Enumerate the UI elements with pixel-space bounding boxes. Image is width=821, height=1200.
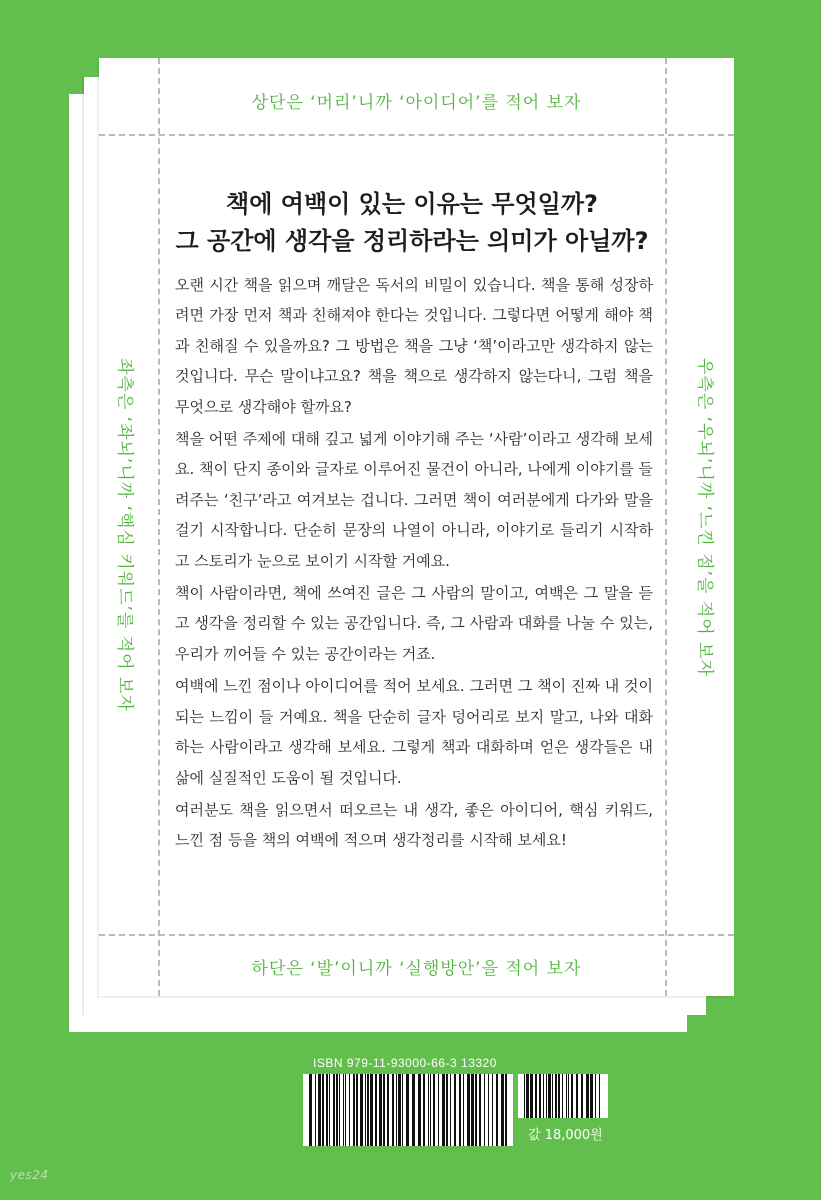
isbn-barcode (303, 1074, 513, 1146)
paragraph-1: 오랜 시간 책을 읽으며 깨달은 독서의 비밀이 있습니다. 책을 통해 성장하려면 가장 먼저 책과 친해져야 한다는 것입니다. 그렇다면 어떻게 해야 책과 친해질 수 있을까요? 그 방법은 책을 그냥 ‘책’이라고만 생각하지 않는 것입니다. 무슨 말이냐고요? 책을 책으로 생각하지 않는다니, 그럼 책을 무엇으로 생각해야 할까요? (175, 276, 653, 416)
front-page-sheet (99, 58, 734, 996)
barcode-bar (336, 1074, 338, 1146)
barcode-bar (566, 1074, 567, 1118)
barcode-bar (562, 1074, 563, 1118)
barcode-bar (475, 1074, 477, 1146)
addon-barcode (518, 1074, 608, 1118)
barcode-bar (450, 1074, 451, 1146)
barcode-bar (345, 1074, 346, 1146)
barcode-bar (595, 1074, 596, 1118)
paragraph-3: 책이 사람이라면, 책에 쓰여진 글은 그 사람의 말이고, 여백은 그 말을 듣고 생각을 정리할 수 있는 공간입니다. 즉, 그 사람과 대화를 나눌 수 있는, 우리가 끼어들 수 있는 공간이라는 거죠. (175, 584, 653, 663)
barcode-bar (459, 1074, 461, 1146)
barcode-bar (360, 1074, 363, 1146)
barcode-bar (326, 1074, 328, 1146)
price-label: 값 18,000원 (528, 1128, 603, 1143)
top-dashed-line (99, 134, 734, 136)
barcode-bar (387, 1074, 389, 1146)
barcode-bar (543, 1074, 544, 1118)
barcode-bar (343, 1074, 344, 1146)
barcode-bar (555, 1074, 557, 1118)
barcode-bars (303, 1074, 513, 1146)
barcode-bar (333, 1074, 335, 1146)
barcode-bar (446, 1074, 448, 1146)
barcode-bar (479, 1074, 481, 1146)
right-margin-guide: 우측은 ‘우뇌’니까 ‘느낀 점’을 적어 보자 (694, 358, 715, 677)
barcode-bar (442, 1074, 445, 1146)
barcode-bar (530, 1074, 533, 1118)
barcode-bar (423, 1074, 425, 1146)
barcode-bar (349, 1074, 350, 1146)
bottom-margin-guide: 하단은 ‘발’이니까 ‘실행방안’을 적어 보자 (251, 959, 582, 979)
barcode-bar (412, 1074, 415, 1146)
barcode-bar (546, 1074, 547, 1118)
barcode-bar (433, 1074, 435, 1146)
barcode-bar (367, 1074, 369, 1146)
barcode-bar (488, 1074, 489, 1146)
barcode-bar (353, 1074, 355, 1146)
barcode-bar (558, 1074, 560, 1118)
watermark-logo: yes24 (10, 1168, 49, 1182)
barcode-bar (430, 1074, 431, 1146)
barcode-bar (418, 1074, 421, 1146)
body-text (175, 270, 653, 858)
barcode-bar (322, 1074, 324, 1146)
left-margin-guide: 좌측은 ‘좌뇌’니까 ‘핵심 키워드’를 적어 보자 (114, 358, 135, 712)
barcode-bar (467, 1074, 470, 1146)
paragraph-2: 책을 어떤 주제에 대해 깊고 넓게 이야기해 주는 ‘사람’이라고 생각해 보세요. 책이 단지 종이와 글자로 이루어진 물건이 아니라, 나에게 이야기를 들려주는 ‘친구’라고 여겨보는 겁니다. 그러면 책이 여러분에게 다가와 말을 걸기 시작합니다. 단순히 문장의 나열이 아니라, 이야기로 들리기 시작하고 스토리가 눈으로 보이기 시작할 거예요. (175, 430, 653, 570)
barcode-bar (406, 1074, 409, 1146)
barcode-bar (548, 1074, 551, 1118)
barcode-bar (576, 1074, 578, 1118)
barcode-bar (402, 1074, 403, 1146)
barcode-bar (599, 1074, 600, 1118)
right-dashed-line (665, 58, 667, 996)
barcode-bar (524, 1074, 525, 1118)
barcode-bar (365, 1074, 366, 1146)
barcode-bar (539, 1074, 541, 1118)
bottom-dashed-line (99, 934, 734, 936)
barcode-bar (309, 1074, 312, 1146)
barcode-bar (571, 1074, 573, 1118)
barcode-bar (590, 1074, 593, 1118)
headline-line-2: 그 공간에 생각을 정리하라는 의미가 아닐까? (175, 227, 649, 255)
paragraph-5: 여러분도 책을 읽으면서 떠오르는 내 생각, 좋은 아이디어, 핵심 키워드, 느낀 점 등을 책의 여백에 적으며 생각정리를 시작해 보세요! (175, 800, 653, 850)
barcode-bar (375, 1074, 377, 1146)
barcode-bar (535, 1074, 537, 1118)
barcode-bar (492, 1074, 493, 1146)
barcode-bar (552, 1074, 553, 1118)
barcode-bar (568, 1074, 569, 1118)
barcode-bar (496, 1074, 498, 1146)
barcode-bar (484, 1074, 485, 1146)
barcode-bar (392, 1074, 394, 1146)
barcode-bar (526, 1074, 529, 1118)
barcode-bar (581, 1074, 583, 1118)
barcode-bar (315, 1074, 316, 1146)
addon-barcode-bars (518, 1074, 608, 1118)
top-margin-guide: 상단은 ‘머리’니까 ‘아이디어’를 적어 보자 (251, 93, 582, 113)
barcode-bar (356, 1074, 358, 1146)
barcode-bar (586, 1074, 589, 1118)
barcode-bar (471, 1074, 474, 1146)
barcode-bar (396, 1074, 397, 1146)
isbn-number: ISBN 979-11-93000-66-3 13320 (313, 1056, 497, 1070)
barcode-bar (370, 1074, 373, 1146)
headline-line-1: 책에 여백이 있는 이유는 무엇일까? (226, 190, 598, 218)
headline (159, 186, 665, 260)
barcode-bar (339, 1074, 340, 1146)
barcode-bar (463, 1074, 464, 1146)
barcode-bar (379, 1074, 382, 1146)
barcode-bar (505, 1074, 507, 1146)
barcode-bar (398, 1074, 401, 1146)
barcode-bar (318, 1074, 321, 1146)
barcode-bar (428, 1074, 429, 1146)
barcode-bar (501, 1074, 504, 1146)
paragraph-4: 여백에 느낀 점이나 아이디어를 적어 보세요. 그러면 그 책이 진짜 내 것이 되는 느낌이 들 거예요. 책을 단순히 글자 덩어리로 보지 말고, 나와 대화하는 사람이라고 생각해 보세요. 그렇게 책과 대화하며 얻은 생각들은 내 삶에 실질적인 도움이 될 것입니다. (175, 677, 653, 787)
barcode-bar (438, 1074, 439, 1146)
barcode-bar (329, 1074, 330, 1146)
barcode-bar (383, 1074, 385, 1146)
barcode-bar (454, 1074, 456, 1146)
